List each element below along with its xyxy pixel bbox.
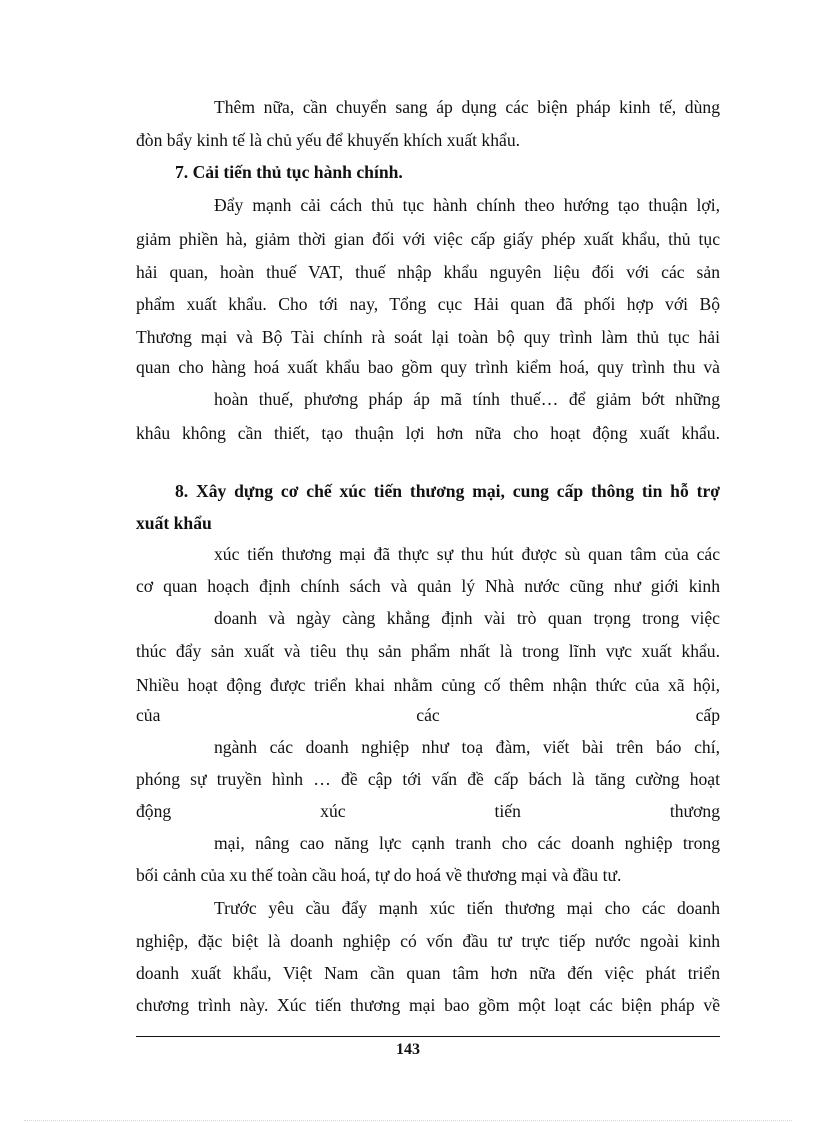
text-line: của các cấp (136, 705, 720, 725)
footer-rule (136, 1036, 720, 1037)
section-heading-cont: xuất khẩu (136, 513, 212, 533)
text-line: nghiệp, đặc biệt là doanh nghiệp có vốn đầu tư trực tiếp nước ngoài kinh (136, 931, 720, 951)
section-heading: 8. Xây dựng cơ chế xúc tiến thương mại, cung cấp thông tin hỗ trợ (175, 481, 720, 501)
text-line: phóng sự truyền hình … đề cập tới vấn đề cấp bách là tăng cường hoạt (136, 769, 720, 789)
text-line: bối cảnh của xu thế toàn cầu hoá, tự do hoá về thương mại và đầu tư. (136, 865, 622, 885)
text-line: Đẩy mạnh cải cách thủ tục hành chính theo hướng tạo thuận lợi, (214, 195, 720, 215)
text-line: Thêm nữa, cần chuyển sang áp dụng các biện pháp kinh tế, dùng (214, 97, 720, 117)
text-line: Trước yêu cầu đẩy mạnh xúc tiến thương mại cho các doanh (214, 898, 720, 918)
text-line: doanh xuất khẩu, Việt Nam cần quan tâm hơn nữa đến việc phát triển (136, 963, 720, 983)
text-line: chương trình này. Xúc tiến thương mại bao gồm một loạt các biện pháp về (136, 995, 720, 1015)
text-line: hải quan, hoàn thuế VAT, thuế nhập khẩu nguyên liệu đối với các sản (136, 262, 720, 282)
text-line: hoàn thuế, phương pháp áp mã tính thuế… để giảm bớt những (214, 389, 720, 409)
section-heading: 7. Cải tiến thủ tục hành chính. (175, 162, 403, 182)
text-line: thúc đẩy sản xuất và tiêu thụ sản phẩm nhất là trong lĩnh vực xuất khẩu. (136, 641, 720, 661)
text-line: đòn bẩy kinh tế là chủ yếu để khuyến khích xuất khẩu. (136, 130, 521, 150)
text-line: xúc tiến thương mại đã thực sự thu hút được sù quan tâm của các (214, 544, 720, 564)
text-line: cơ quan hoạch định chính sách và quản lý Nhà nước cũng như giới kinh (136, 576, 720, 596)
text-line: Thương mại và Bộ Tài chính rà soát lại toàn bộ quy trình làm thủ tục hải (136, 327, 720, 347)
text-line: phẩm xuất khẩu. Cho tới nay, Tổng cục Hải quan đã phối hợp với Bộ (136, 294, 720, 314)
text-line: Nhiều hoạt động được triển khai nhằm củng cố thêm nhận thức của xã hội, (136, 675, 720, 695)
page-number: 143 (396, 1041, 420, 1058)
page-bottom-dotted-border (24, 1120, 792, 1121)
text-line: khâu không cần thiết, tạo thuận lợi hơn nữa cho hoạt động xuất khẩu. (136, 423, 720, 443)
text-line: động xúc tiến thương (136, 801, 720, 821)
text-line: giảm phiền hà, giảm thời gian đối với việc cấp giấy phép xuất khẩu, thủ tục (136, 229, 720, 249)
text-line: ngành các doanh nghiệp như toạ đàm, viết bài trên báo chí, (214, 737, 720, 757)
text-line: doanh và ngày càng khẳng định vài trò quan trọng trong việc (214, 608, 720, 628)
text-line: quan cho hàng hoá xuất khẩu bao gồm quy trình kiểm hoá, quy trình thu và (136, 357, 720, 377)
text-line: mại, nâng cao năng lực cạnh tranh cho các doanh nghiệp trong (214, 833, 720, 853)
